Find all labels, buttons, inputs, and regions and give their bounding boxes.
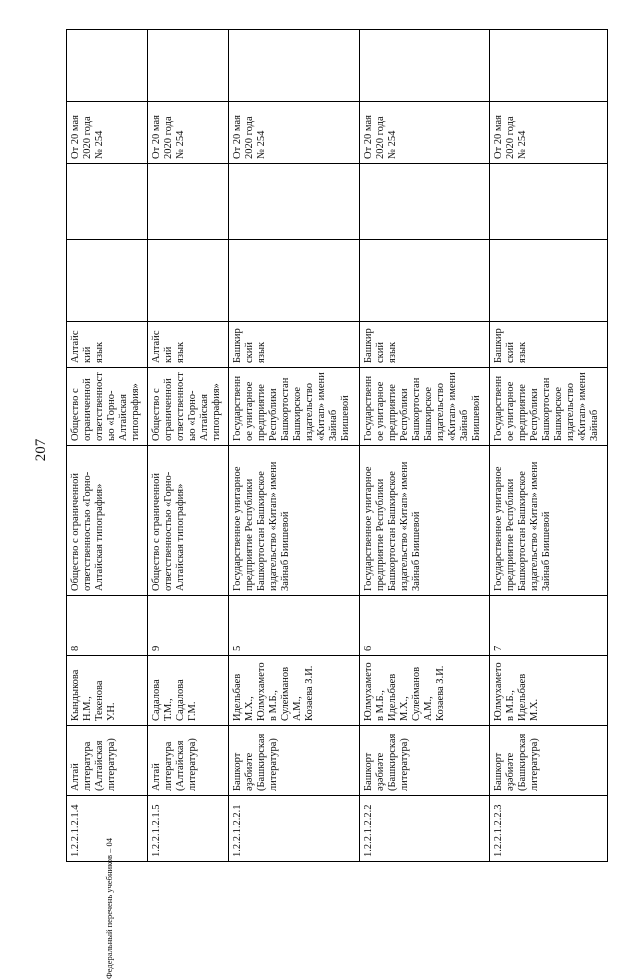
cell-title: Алтай литература (Алтайская литература) [67,726,148,796]
textbook-table-rotated [66,30,608,862]
cell-empty [489,240,607,322]
cell-title: Башкорт әҙәбиәте (Башкирская литература) [359,726,489,796]
cell-grade: 8 [67,596,148,656]
cell-language: Башкирский язык [229,322,359,368]
cell-title: Башкорт әҙәбиәте (Башкирская литература) [229,726,359,796]
cell-grade: 5 [229,596,359,656]
cell-authors: Юлмухаметов М.Б., Идельбаев М.Х., Сулейманов А.М., Козаева З.И. [359,656,489,726]
cell-empty [489,30,607,102]
cell-empty [359,240,489,322]
table-row [489,30,607,862]
cell-order: От 20 мая 2020 года № 254 [67,102,148,164]
cell-empty [229,30,359,102]
cell-authors: Садалова Т.М., Садалова Г.М. [148,656,229,726]
cell-code: 1.2.2.1.2.2.2 [359,796,489,862]
cell-code: 1.2.2.1.2.1.5 [148,796,229,862]
cell-empty [67,240,148,322]
cell-language: Башкирский язык [489,322,607,368]
cell-grade: 7 [489,596,607,656]
cell-publisher: Государственное унитарное предприятие Республики Башкортостан Башкирское издательство «Китап» имени Зайнаб Биишевой [229,446,359,596]
cell-empty [229,240,359,322]
cell-grade: 9 [148,596,229,656]
cell-authors: Юлмухаметов М.Б., Идельбаев М.Х. [489,656,607,726]
cell-authors: Кындыкова Н.М., Текенова У.Н. [67,656,148,726]
cell-publisher: Общество с ограниченной ответственностью «Горно-Алтайская типография» [67,446,148,596]
cell-empty [148,30,229,102]
cell-empty [67,30,148,102]
cell-authors: Идельбаев М.Х., Юлмухаметов М.Б., Сулейманов А.М., Козаева З.И. [229,656,359,726]
cell-publisher: Государственное унитарное предприятие Республики Башкортостан Башкирское издательство «Китап» имени Зайнаб Биишевой [489,446,607,596]
cell-rights-holder: Государственное унитарное предприятие Республики Башкортостан Башкирское издательство «Китап» имени Зайнаб [489,368,607,446]
textbook-table [66,29,608,862]
footer-caption: Федеральный перечень учебников – 04 [104,837,114,979]
cell-order: От 20 мая 2020 года № 254 [489,102,607,164]
cell-grade: 6 [359,596,489,656]
cell-code: 1.2.2.1.2.1.4 [67,796,148,862]
table-row [359,30,489,862]
cell-order: От 20 мая 2020 года № 254 [148,102,229,164]
cell-rights-holder: Государственное унитарное предприятие Республики Башкортостан Башкирское издательство «Китап» имени Зайнаб Биишевой [359,368,489,446]
cell-order: От 20 мая 2020 года № 254 [359,102,489,164]
cell-empty [148,240,229,322]
cell-empty [359,164,489,240]
cell-rights-holder: Общество с ограниченной ответственностью «Горно-Алтайская типография» [148,368,229,446]
cell-rights-holder: Общество с ограниченной ответственностью «Горно-Алтайская типография» [67,368,148,446]
cell-empty [229,164,359,240]
table-row [148,30,229,862]
cell-title: Алтай литература (Алтайская литература) [148,726,229,796]
cell-rights-holder: Государственное унитарное предприятие Республики Башкортостан Башкирское издательство «Китап» имени Зайнаб Биишевой [229,368,359,446]
cell-language: Башкирский язык [359,322,489,368]
cell-order: От 20 мая 2020 года № 254 [229,102,359,164]
cell-language: Алтайский язык [67,322,148,368]
cell-empty [148,164,229,240]
cell-code: 1.2.2.1.2.2.3 [489,796,607,862]
cell-empty [67,164,148,240]
cell-empty [489,164,607,240]
cell-title: Башкорт әҙәбиәте (Башкирская литература) [489,726,607,796]
page-number: 207 [33,438,49,462]
cell-publisher: Государственное унитарное предприятие Республики Башкортостан Башкирское издательство «Китап» имени Зайнаб Биишевой [359,446,489,596]
cell-code: 1.2.2.1.2.2.1 [229,796,359,862]
cell-language: Алтайский язык [148,322,229,368]
table-row [229,30,359,862]
cell-publisher: Общество с ограниченной ответственностью «Горно-Алтайская типография» [148,446,229,596]
cell-empty [359,30,489,102]
